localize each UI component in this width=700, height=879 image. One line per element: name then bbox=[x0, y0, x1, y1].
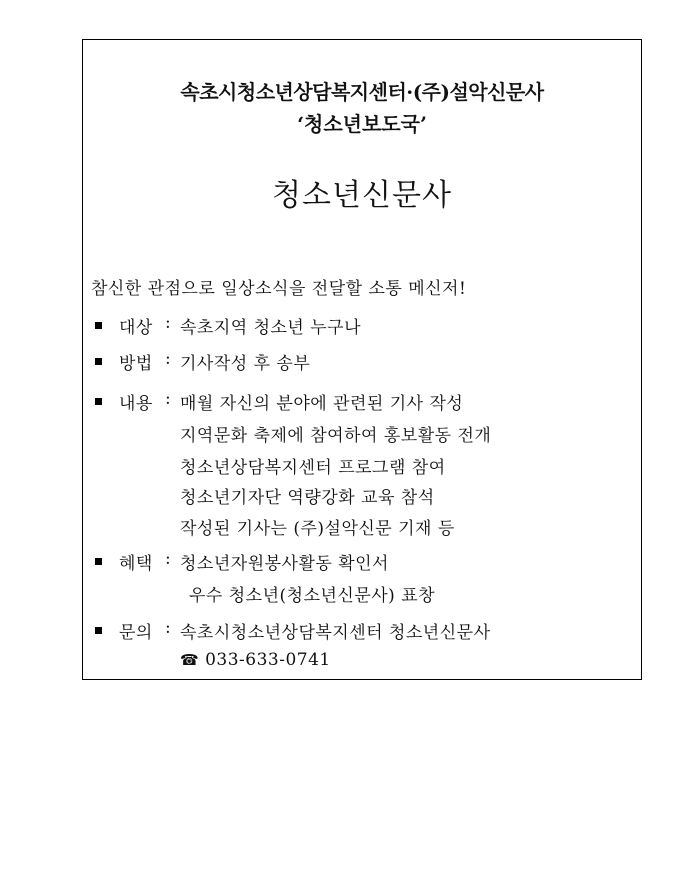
bullet-icon bbox=[95, 627, 102, 634]
bullet-icon bbox=[95, 398, 102, 405]
item-separator: : bbox=[165, 313, 172, 333]
bullet-icon bbox=[95, 358, 102, 365]
item-separator: : bbox=[165, 618, 172, 638]
item-text: 속초지역 청소년 누구나 bbox=[180, 318, 362, 338]
item-text: 청소년기자단 역량강화 교육 참석 bbox=[180, 488, 435, 508]
bullet-icon bbox=[95, 322, 102, 329]
phone-number: 033-633-0741 bbox=[205, 650, 331, 670]
item-text: 우수 청소년(청소년신문사) 표창 bbox=[189, 586, 436, 606]
item-label-target: 대상 bbox=[119, 318, 153, 338]
item-text: 청소년상담복지센터 프로그램 참여 bbox=[180, 458, 446, 478]
organizations-heading: 속초시청소년상담복지센터·(주)설악신문사 bbox=[180, 80, 544, 104]
item-label-benefit: 혜택 bbox=[119, 554, 153, 574]
notice-box bbox=[82, 39, 642, 680]
phone-icon: ☎ bbox=[180, 651, 200, 669]
item-text: 지역문화 축제에 참여하여 홍보활동 전개 bbox=[180, 426, 492, 446]
item-text: 속초시청소년상담복지센터 청소년신문사 bbox=[180, 623, 491, 643]
department-heading: ‘청소년보도국’ bbox=[297, 112, 427, 136]
item-text: 기사작성 후 송부 bbox=[180, 354, 311, 374]
item-text: 청소년자원봉사활동 확인서 bbox=[180, 554, 389, 574]
item-separator: : bbox=[165, 389, 172, 409]
item-text: 매월 자신의 분야에 관련된 기사 작성 bbox=[180, 394, 464, 414]
item-label-contact: 문의 bbox=[119, 623, 153, 643]
page-title: 청소년신문사 bbox=[272, 178, 452, 213]
bullet-icon bbox=[95, 558, 102, 565]
item-label-content: 내용 bbox=[119, 394, 153, 414]
item-label-method: 방법 bbox=[119, 354, 153, 374]
slogan: 참신한 관점으로 일상소식을 전달할 소통 메신저! bbox=[91, 279, 467, 299]
phone-line bbox=[180, 650, 331, 670]
item-separator: : bbox=[165, 549, 172, 569]
item-text: 작성된 기사는 (주)설악신문 기재 등 bbox=[180, 519, 455, 539]
item-separator: : bbox=[165, 349, 172, 369]
